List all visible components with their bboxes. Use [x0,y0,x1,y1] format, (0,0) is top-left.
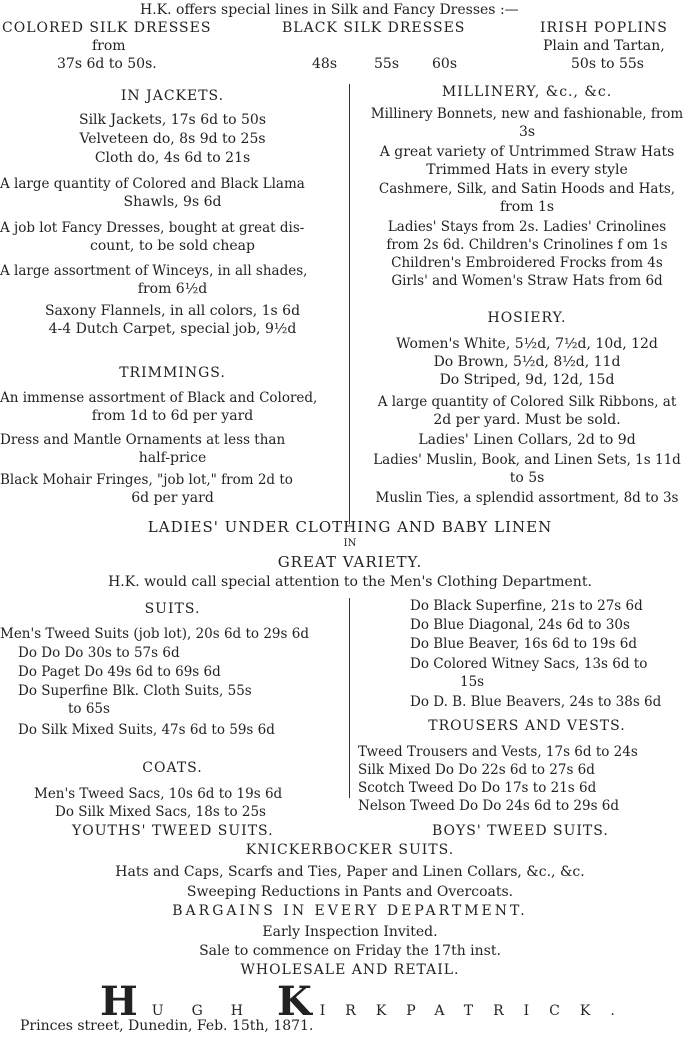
flannels-line: Saxony Flannels, in all colors, 1s 6d [44,303,301,319]
irish-poplins-heading: IRISH POPLINS [540,20,668,36]
millinery-heading: MILLINERY, &c., &c. [441,84,613,100]
men-clothing-line: Do D. B. Blue Beavers, 24s to 38s 6d [410,694,662,710]
wholesale-line: WHOLESALE AND RETAIL. [240,962,460,978]
black-silk-price-2: 55s [374,56,399,72]
in-label: IN [343,538,357,549]
trimmings-line: half-price [138,450,207,466]
trimmings-line: from 1d to 6d per yard [91,408,254,424]
great-variety-heading: GREAT VARIETY. [277,553,423,571]
early-inspection-line: Early Inspection Invited. [262,924,438,940]
shawls-price: Shawls, 9s 6d [123,194,222,210]
coats-line: Do Silk Mixed Sacs, 18s to 25s [55,804,266,820]
name-initial-k: K [277,978,312,1025]
plain-tartan-label: Plain and Tartan, [543,38,665,54]
carpet-line: 4-4 Dutch Carpet, special job, 9½d [48,321,297,337]
hosiery-line: Ladies' Muslin, Book, and Linen Sets, 1s 11d [373,452,681,468]
coats-heading: COATS. [142,760,203,776]
hosiery-heading: HOSIERY. [487,310,567,326]
name-ugh: UGH [151,1003,271,1019]
winceys-line: A large assortment of Winceys, in all shades, [0,263,308,279]
suits-line: Men's Tweed Suits (job lot), 20s 6d to 29s 6d [0,626,309,642]
men-clothing-line: Do Blue Beaver, 16s 6d to 19s 6d [410,636,637,652]
hosiery-line: Muslin Ties, a splendid assortment, 8d to 3s [375,490,679,506]
fancy-dresses-line: count, to be sold cheap [90,238,255,254]
from-label: from [92,38,126,54]
suits-line: to 65s [68,701,110,717]
suits-heading: SUITS. [144,601,201,617]
hosiery-line: Ladies' Linen Collars, 2d to 9d [418,432,636,448]
millinery-line: 3s [518,124,536,140]
column-divider-lower [349,598,350,798]
fancy-dresses-line: A job lot Fancy Dresses, bought at great dis- [0,220,305,236]
hats-line: Hats and Caps, Scarfs and Ties, Paper and Linen Collars, &c., &c. [115,864,585,880]
trimmings-line: Black Mohair Fringes, "job lot," from 2d to [0,472,293,488]
black-silk-price-3: 60s [432,56,457,72]
jackets-line: Velveteen do, 8s 9d to 25s [79,131,266,147]
sale-line: Sale to commence on Friday the 17th inst. [199,943,501,959]
men-clothing-line: 15s [460,674,485,690]
suits-line: Do Paget Do 49s 6d to 69s 6d [18,664,221,680]
irish-poplins-price: 50s to 55s [571,56,644,72]
suits-line: Do Do Do 30s to 57s 6d [18,645,180,661]
intro-line: H.K. offers special lines in Silk and Fancy Dresses :— [140,2,519,18]
hosiery-line: 2d per yard. Must be sold. [433,412,621,428]
colored-silk-heading: COLORED SILK DRESSES [2,20,212,36]
jackets-line: Cloth do, 4s 6d to 21s [94,150,251,166]
suits-line: Do Silk Mixed Suits, 47s 6d to 59s 6d [18,722,275,738]
hosiery-line: Do Brown, 5½d, 8½d, 11d [433,354,621,370]
millinery-line: Ladies' Stays from 2s. Ladies' Crinolines [387,219,667,235]
trimmings-line: Dress and Mantle Ornaments at less than [0,432,286,448]
youths-suits: YOUTHS' TWEED SUITS. [72,823,274,839]
millinery-line: from 1s [499,199,555,215]
hosiery-line: A large quantity of Colored Silk Ribbons, at [377,394,677,410]
name-rest: IRKPATRICK. [319,1003,635,1019]
black-silk-heading: BLACK SILK DRESSES [282,20,466,36]
trousers-line: Scotch Tweed Do Do 17s to 21s 6d [358,780,597,796]
boys-suits: BOYS' TWEED SUITS. [432,823,609,839]
footer-address: Princes street, Dunedin, Feb. 15th, 1871. [20,1018,314,1034]
trousers-line: Silk Mixed Do Do 22s 6d to 27s 6d [358,762,595,778]
hosiery-line: to 5s [509,470,545,486]
men-clothing-line: Do Blue Diagonal, 24s 6d to 30s [410,617,630,633]
attention-line: H.K. would call special attention to the Men's Clothing Department. [108,574,592,590]
millinery-line: A great variety of Untrimmed Straw Hats [379,144,675,160]
trousers-heading: TROUSERS AND VESTS. [428,718,626,734]
knickerbocker-suits: KNICKERBOCKER SUITS. [245,842,455,858]
millinery-line: from 2s 6d. Children's Crinolines f om 1s [386,237,668,253]
black-silk-price-1: 48s [312,56,337,72]
jackets-line: Silk Jackets, 17s 6d to 50s [78,112,267,128]
sweeping-line: Sweeping Reductions in Pants and Overcoats. [186,884,514,900]
under-clothing-heading: LADIES' UNDER CLOTHING AND BABY LINEN [147,518,553,536]
jackets-heading: IN JACKETS. [120,88,225,104]
millinery-line: Millinery Bonnets, new and fashionable, from [370,106,684,122]
winceys-price: from 6½d [137,281,208,297]
millinery-line: Cashmere, Silk, and Satin Hoods and Hats, [378,181,676,197]
column-divider-upper [349,84,350,524]
millinery-line: Girls' and Women's Straw Hats from 6d [391,273,663,289]
trousers-line: Tweed Trousers and Vests, 17s 6d to 24s [358,744,638,760]
suits-line: Do Superfine Blk. Cloth Suits, 55s [18,683,252,699]
colored-silk-price: 37s 6d to 50s. [57,56,157,72]
trimmings-line: 6d per yard [131,490,214,506]
trimmings-heading: TRIMMINGS. [119,365,226,381]
hosiery-line: Do Striped, 9d, 12d, 15d [439,372,615,388]
shawls-line: A large quantity of Colored and Black Llama [0,176,305,192]
bargains-line: BARGAINS IN EVERY DEPARTMENT. [172,903,528,919]
coats-line: Men's Tweed Sacs, 10s 6d to 19s 6d [34,786,283,802]
men-clothing-line: Do Black Superfine, 21s to 27s 6d [410,598,643,614]
hosiery-line: Women's White, 5½d, 7½d, 10d, 12d [396,336,658,352]
trousers-line: Nelson Tweed Do Do 24s 6d to 29s 6d [358,798,620,814]
trimmings-line: An immense assortment of Black and Colored, [0,390,318,406]
name-initial-h: H [100,978,138,1025]
men-clothing-line: Do Colored Witney Sacs, 13s 6d to [410,656,648,672]
millinery-line: Children's Embroidered Frocks from 4s [391,255,663,271]
millinery-line: Trimmed Hats in every style [426,162,628,178]
